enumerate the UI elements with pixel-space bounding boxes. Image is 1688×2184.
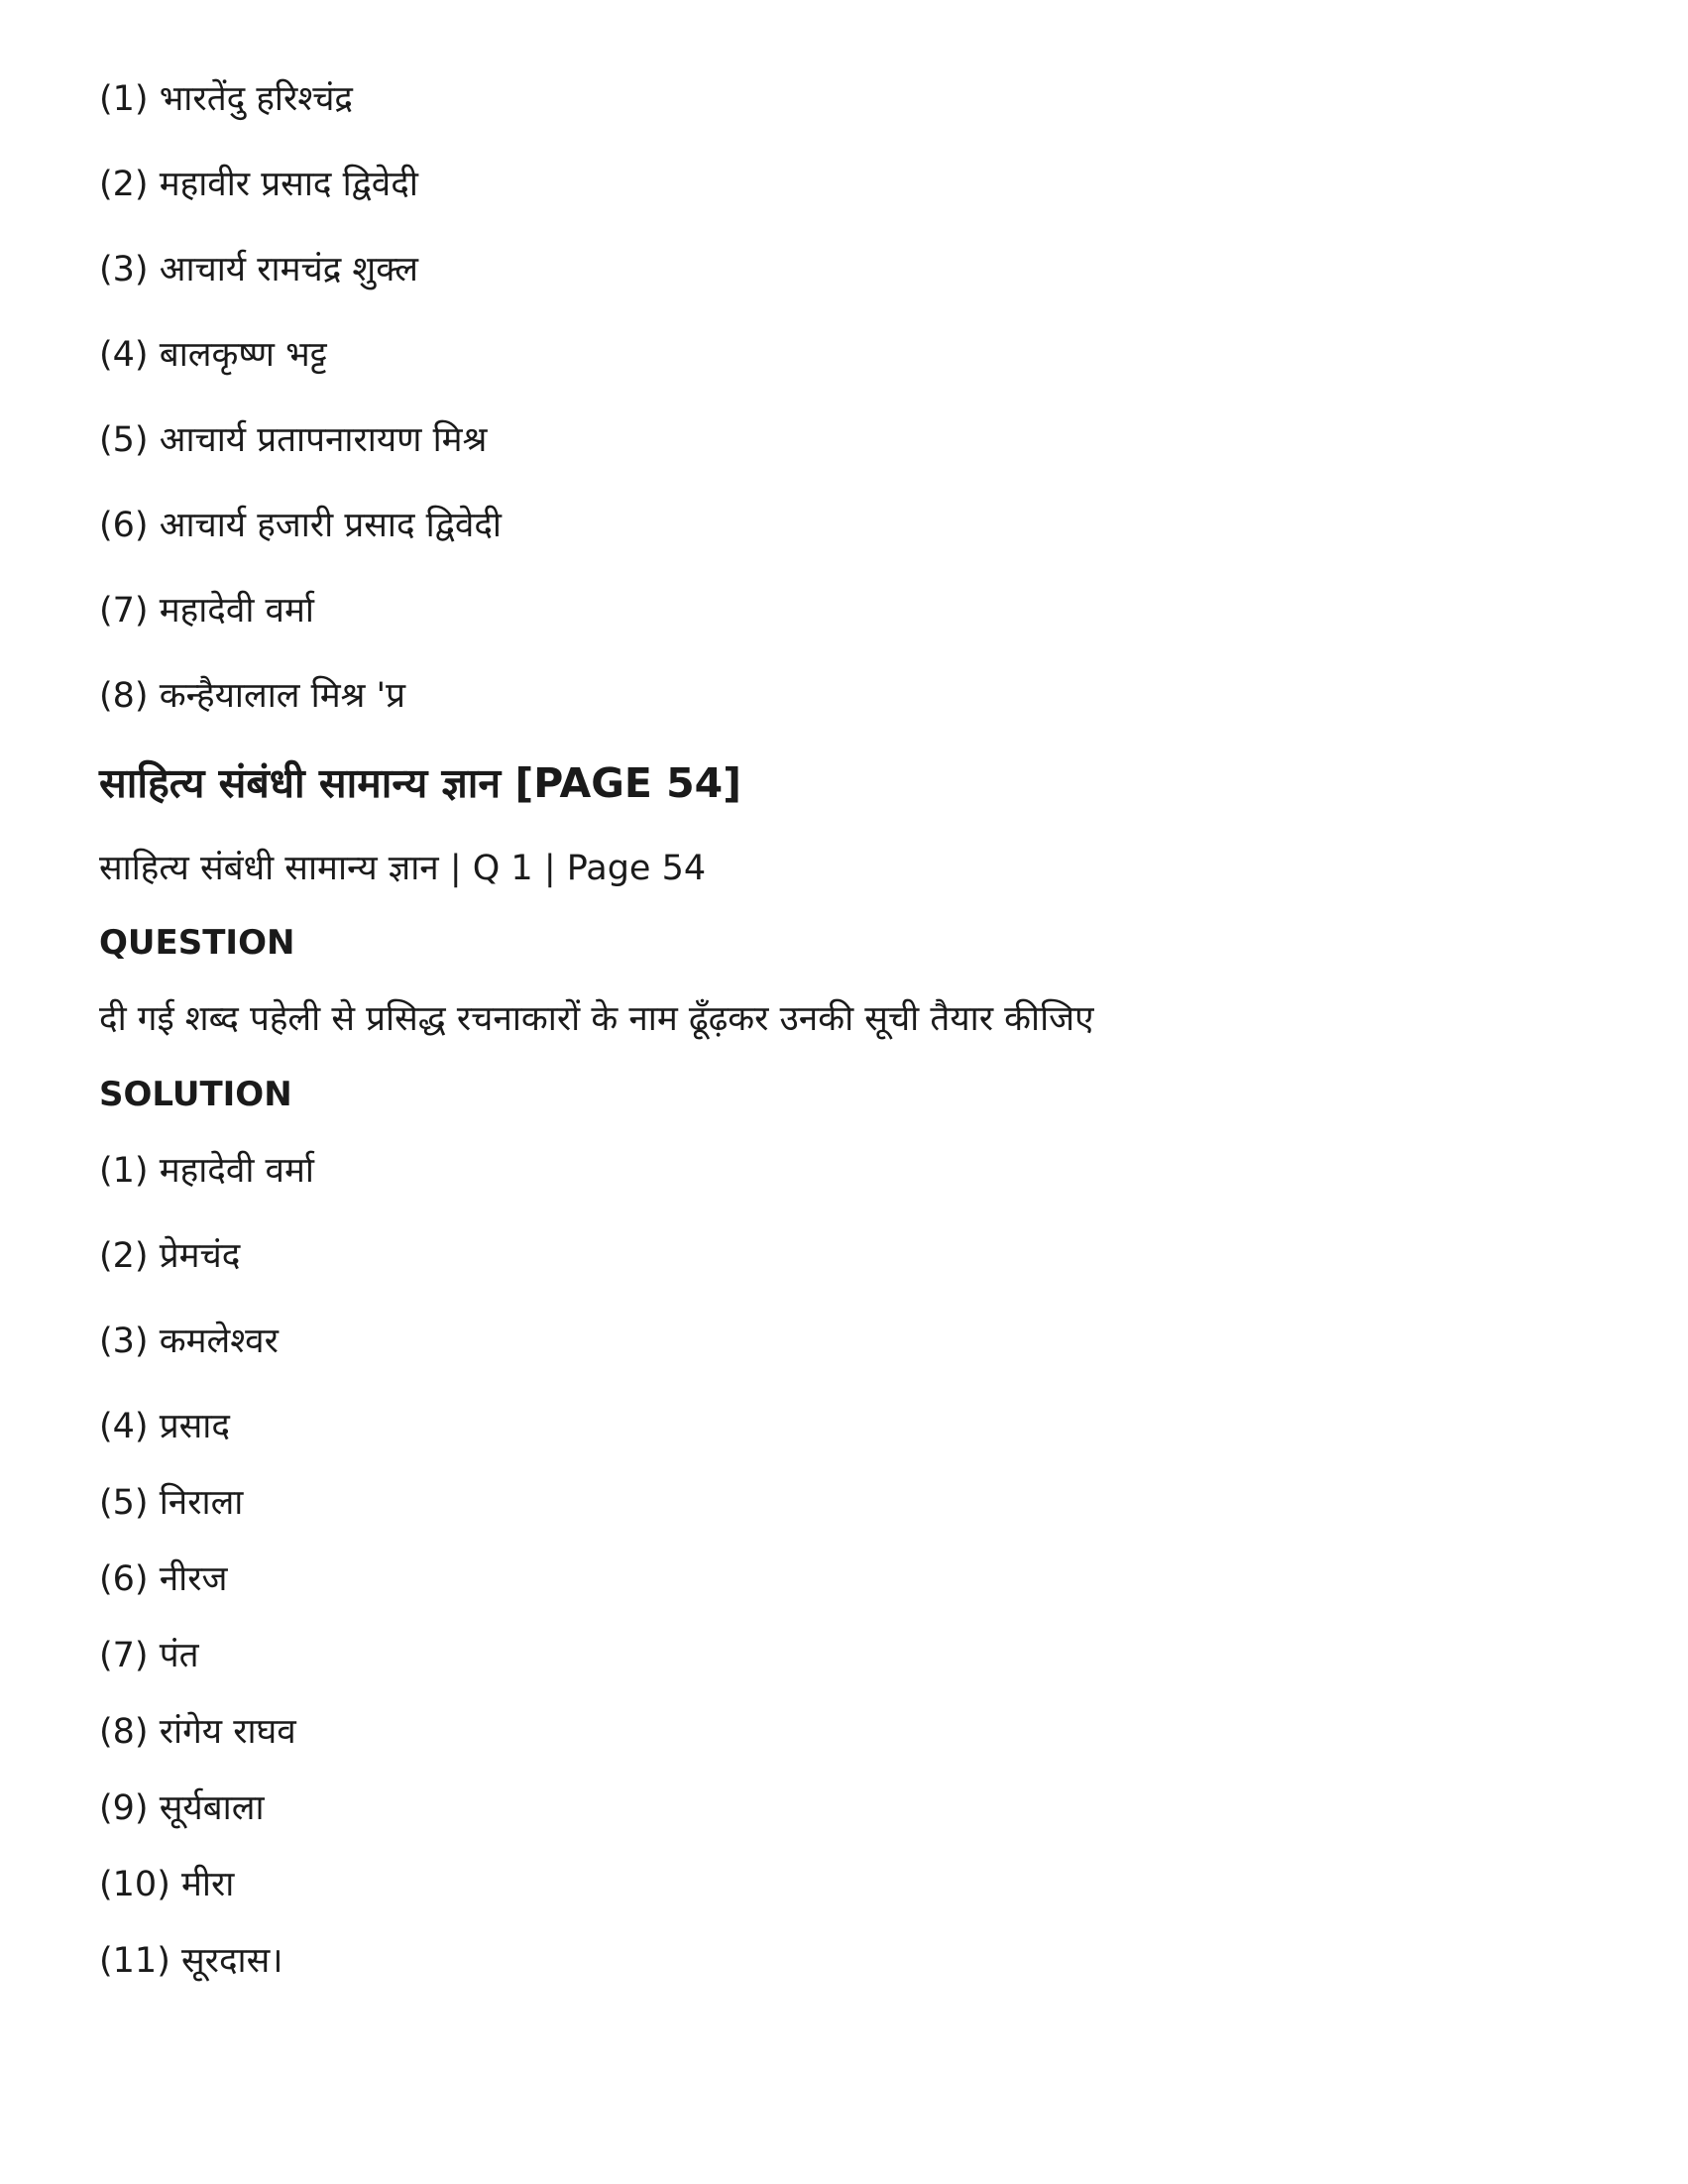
solution-item: (5) निराला <box>99 1483 244 1523</box>
top-list-item: (3) आचार्य रामचंद्र शुक्ल <box>99 250 419 289</box>
solution-item: (11) सूरदास। <box>99 1941 283 1981</box>
solution-item: (6) नीरज <box>99 1559 228 1599</box>
solution-item: (10) मीरा <box>99 1865 235 1904</box>
solution-label: SOLUTION <box>99 1075 292 1114</box>
solution-item: (1) महादेवी वर्मा <box>99 1151 314 1191</box>
solution-item: (9) सूर्यबाला <box>99 1788 265 1828</box>
top-list-item: (2) महावीर प्रसाद द्विवेदी <box>99 165 418 204</box>
solution-item: (3) कमलेश्वर <box>99 1322 279 1361</box>
solution-item: (7) पंत <box>99 1636 199 1675</box>
section-heading: साहित्य संबंधी सामान्य ज्ञान [PAGE 54] <box>99 759 741 807</box>
question-label: QUESTION <box>99 923 295 963</box>
top-list-item: (1) भारतेंदु हरिश्चंद्र <box>99 79 353 119</box>
solution-item: (2) प्रेमचंद <box>99 1236 241 1276</box>
top-list-item: (8) कन्हैयालाल मिश्र 'प्र <box>99 676 406 716</box>
top-list-item: (4) बालकृष्ण भट्ट <box>99 335 327 375</box>
question-reference: साहित्य संबंधी सामान्य ज्ञान | Q 1 | Page 54 <box>99 849 707 888</box>
solution-item: (4) प्रसाद <box>99 1407 230 1446</box>
question-text: दी गई शब्द पहेली से प्रसिद्ध रचनाकारों के नाम ढूँढ़कर उनकी सूची तैयार कीजिए <box>99 999 1094 1039</box>
top-list-item: (6) आचार्य हजारी प्रसाद द्विवेदी <box>99 506 502 545</box>
solution-item: (8) रांगेय राघव <box>99 1712 296 1752</box>
top-list-item: (5) आचार्य प्रतापनारायण मिश्र <box>99 420 488 460</box>
top-list-item: (7) महादेवी वर्मा <box>99 591 314 631</box>
